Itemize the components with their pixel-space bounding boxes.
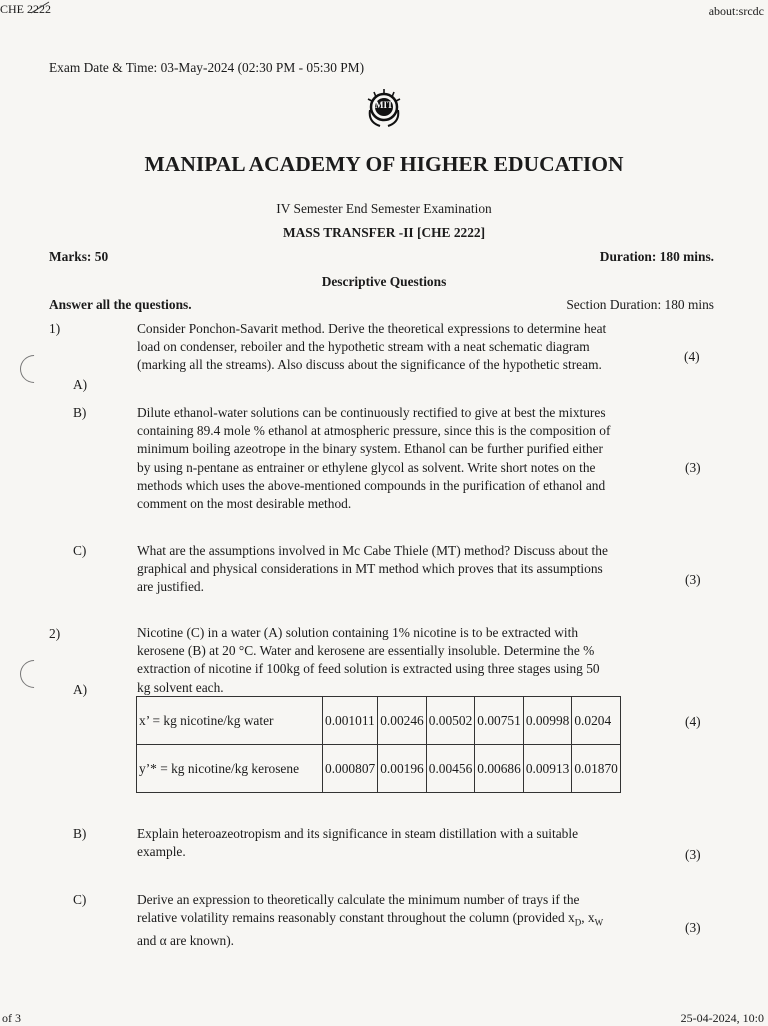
print-footer-date: 25-04-2024, 10:0	[680, 1011, 764, 1025]
question-text: Derive an expression to theoretically calculate the minimum number of trays if the relative volatility remains reasonably constant throughout the column (provided $x_D$, $x_W$ and α are known).	[137, 892, 604, 949]
var-xw: $x_W$	[587, 910, 604, 928]
table-cell: 0.00456	[426, 745, 475, 793]
exam-date-time: Exam Date & Time: 03-May-2024 (02:30 PM - 05:30 PM)	[49, 60, 365, 75]
instructions: Answer all the questions.	[49, 297, 192, 312]
subquestion-label: C)	[73, 543, 87, 558]
print-footer-page: of 3	[2, 1011, 21, 1025]
print-header-title: CHE 2222	[0, 2, 51, 16]
equilibrium-data-table	[136, 696, 621, 793]
exam-duration: Duration: 180 mins.	[599, 249, 714, 264]
question-marks: (4)	[684, 349, 700, 364]
question-text: Dilute ethanol-water solutions can be continuously rectified to give at best the mixtures containing 89.4 mole % ethanol at atmospheric pressure, since this is the composition of minimum boiling azeotrope in the binary system. Ethanol can be further purified either by using n-pentane as entrainer or ethylene glycol as solvent. Write short notes on the methods which uses the above-mentioned compounds in the purification of ethanol and comment on the most desirable method.	[137, 405, 611, 512]
table-cell: y’* = kg nicotine/kg kerosene	[137, 745, 323, 793]
semester-title: IV Semester End Semester Examination	[276, 201, 492, 216]
table-cell: 0.00196	[378, 745, 427, 793]
subquestion-label: B)	[73, 405, 87, 420]
table-cell: 0.00686	[475, 745, 524, 793]
table-cell: 0.00246	[378, 697, 427, 745]
total-marks: Marks: 50	[49, 249, 109, 264]
table-cell: 0.000807	[323, 745, 378, 793]
table-cell: 0.00751	[475, 697, 524, 745]
print-header-url: about:srcdc	[708, 4, 764, 18]
table-cell: 0.00998	[523, 697, 572, 745]
question-text: Explain heteroazeotropism and its significance in steam distillation with a suitable example.	[137, 826, 579, 860]
table-cell: 0.00502	[426, 697, 475, 745]
table-cell: 0.001011	[323, 697, 378, 745]
question-number: 2)	[49, 626, 61, 641]
university-logo	[362, 88, 406, 130]
logo-text: MIT	[375, 100, 393, 110]
table-cell: 0.0204	[572, 697, 621, 745]
question-marks: (3)	[685, 920, 701, 935]
subquestion-label: B)	[73, 826, 87, 841]
question-marks: (3)	[685, 572, 701, 587]
subject-title: MASS TRANSFER -II [CHE 2222]	[282, 225, 486, 240]
question-marks: (4)	[685, 714, 701, 729]
table-cell: 0.00913	[523, 745, 572, 793]
subquestion-label: A)	[73, 377, 88, 392]
question-marks: (3)	[685, 460, 701, 475]
question-marks: (3)	[685, 847, 701, 862]
subquestion-label: A)	[73, 682, 88, 697]
table-row	[137, 697, 621, 745]
university-name: MANIPAL ACADEMY OF HIGHER EDUCATION	[144, 152, 624, 176]
var-xd: $x_D$	[568, 910, 582, 928]
question-text: Nicotine (C) in a water (A) solution containing 1% nicotine is to be extracted with kerosene (B) at 20 °C. Water and kerosene are essentially insoluble. Determine the % extraction of nicotine if 100kg of feed solution is extracted using three stages using 50 kg solvent each.	[137, 625, 600, 695]
section-title: Descriptive Questions	[321, 274, 447, 289]
table-cell: 0.01870	[572, 745, 621, 793]
question-text: Consider Ponchon-Savarit method. Derive the theoretical expressions to determine heat load on condenser, reboiler and the hypothetic stream with a neat schematic diagram (marking all the streams). Also discuss about the significance of the hypothetic stream.	[137, 321, 607, 373]
punch-hole	[14, 654, 54, 694]
question-text: What are the assumptions involved in Mc Cabe Thiele (MT) method? Discuss about the graphical and physical considerations in MT method which proves that its assumptions are justified.	[137, 543, 608, 595]
pen-mark	[30, 0, 50, 14]
table-cell: x’ = kg nicotine/kg water	[137, 697, 323, 745]
question-number: 1)	[49, 321, 61, 336]
subquestion-label: C)	[73, 892, 87, 907]
punch-hole	[14, 349, 54, 389]
table-row	[137, 745, 621, 793]
section-duration: Section Duration: 180 mins	[566, 297, 714, 312]
